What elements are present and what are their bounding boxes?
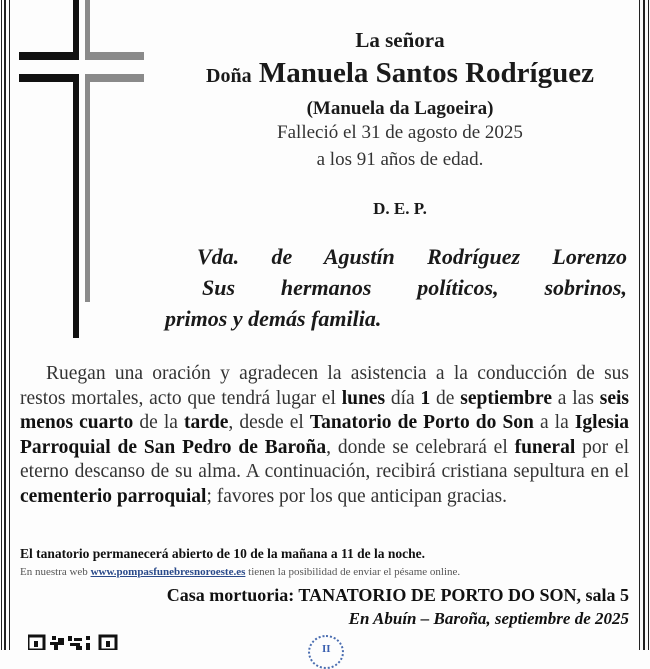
paragraph-text: , desde el — [228, 412, 310, 433]
deceased-name — [160, 57, 640, 90]
border-right-mid — [643, 0, 645, 650]
qr-code-icon[interactable] — [28, 634, 124, 650]
age: a los 91 años de edad. — [316, 149, 484, 170]
paragraph-text: ; favores por los que anticipan gracias. — [206, 485, 508, 507]
place-date: En Abuín – Baroña, septiembre de 2025 — [348, 609, 629, 628]
hours-note: El tanatorio permanecerá abierto de 10 de la mañana a 11 de la noche. — [20, 546, 425, 561]
highlight-text: septiembre — [460, 387, 552, 409]
highlight-text: lunes — [341, 387, 386, 409]
highlight-text: Iglesia Parroquial de San Pedro de Baroña — [20, 412, 629, 458]
family-line: Vda. de Agustín Rodríguez Lorenzo — [197, 244, 627, 269]
border-right-outer — [648, 0, 649, 650]
paragraph-text: por el eterno descanso de su alma. A continuación, recibirá cristiana sepultura en el — [20, 436, 630, 482]
paragraph-text: día — [385, 387, 421, 409]
honorific: Doña — [206, 65, 252, 87]
highlight-text: tarde — [183, 412, 229, 433]
paragraph-text: de — [430, 387, 461, 409]
paragraph-text: a la — [533, 412, 575, 433]
highlight-text: funeral — [514, 436, 576, 458]
paragraph-text: de la — [133, 412, 184, 433]
paragraph-text: a las — [551, 387, 600, 409]
ceremony-paragraph — [20, 362, 629, 509]
full-name: Manuela Santos Rodríguez — [258, 57, 594, 89]
highlight-text: Tanatorio de Porto do Son — [309, 412, 534, 433]
website-link[interactable]: www.pompasfunebresnoroeste.es — [90, 566, 246, 578]
rip: D. E. P. — [373, 199, 427, 218]
family-line: primos y demás familia. — [165, 306, 382, 331]
paragraph-text: , donde se celebrará el — [326, 436, 515, 458]
title-line: La señora — [355, 28, 445, 52]
family-block — [165, 241, 627, 334]
highlight-text: 1 — [420, 387, 431, 409]
wake-location: Casa mortuoria: TANATORIO DE PORTO DO SON, sala 5 — [166, 585, 629, 605]
death-date: Falleció el 31 de agosto de 2025 — [277, 122, 523, 143]
web-prefix: En nuestra web — [20, 566, 91, 578]
highlight-text: cementerio parroquial — [20, 485, 207, 507]
funeral-home-logo-icon: II — [308, 635, 344, 669]
paragraph-text: Ruegan una oración y agradecen la asistencia a la conducción de sus restos mortales, acto que tendrá lugar el — [20, 363, 629, 409]
nickname: (Manuela da Lagoeira) — [306, 98, 494, 119]
web-note — [20, 566, 460, 578]
highlight-text: seis menos cuarto — [20, 387, 629, 433]
family-line: Sus hermanos políticos, sobrinos, — [202, 275, 627, 300]
web-suffix: tienen la posibilidad de enviar el pésame online. — [245, 566, 461, 578]
double-cross-icon — [0, 0, 150, 345]
